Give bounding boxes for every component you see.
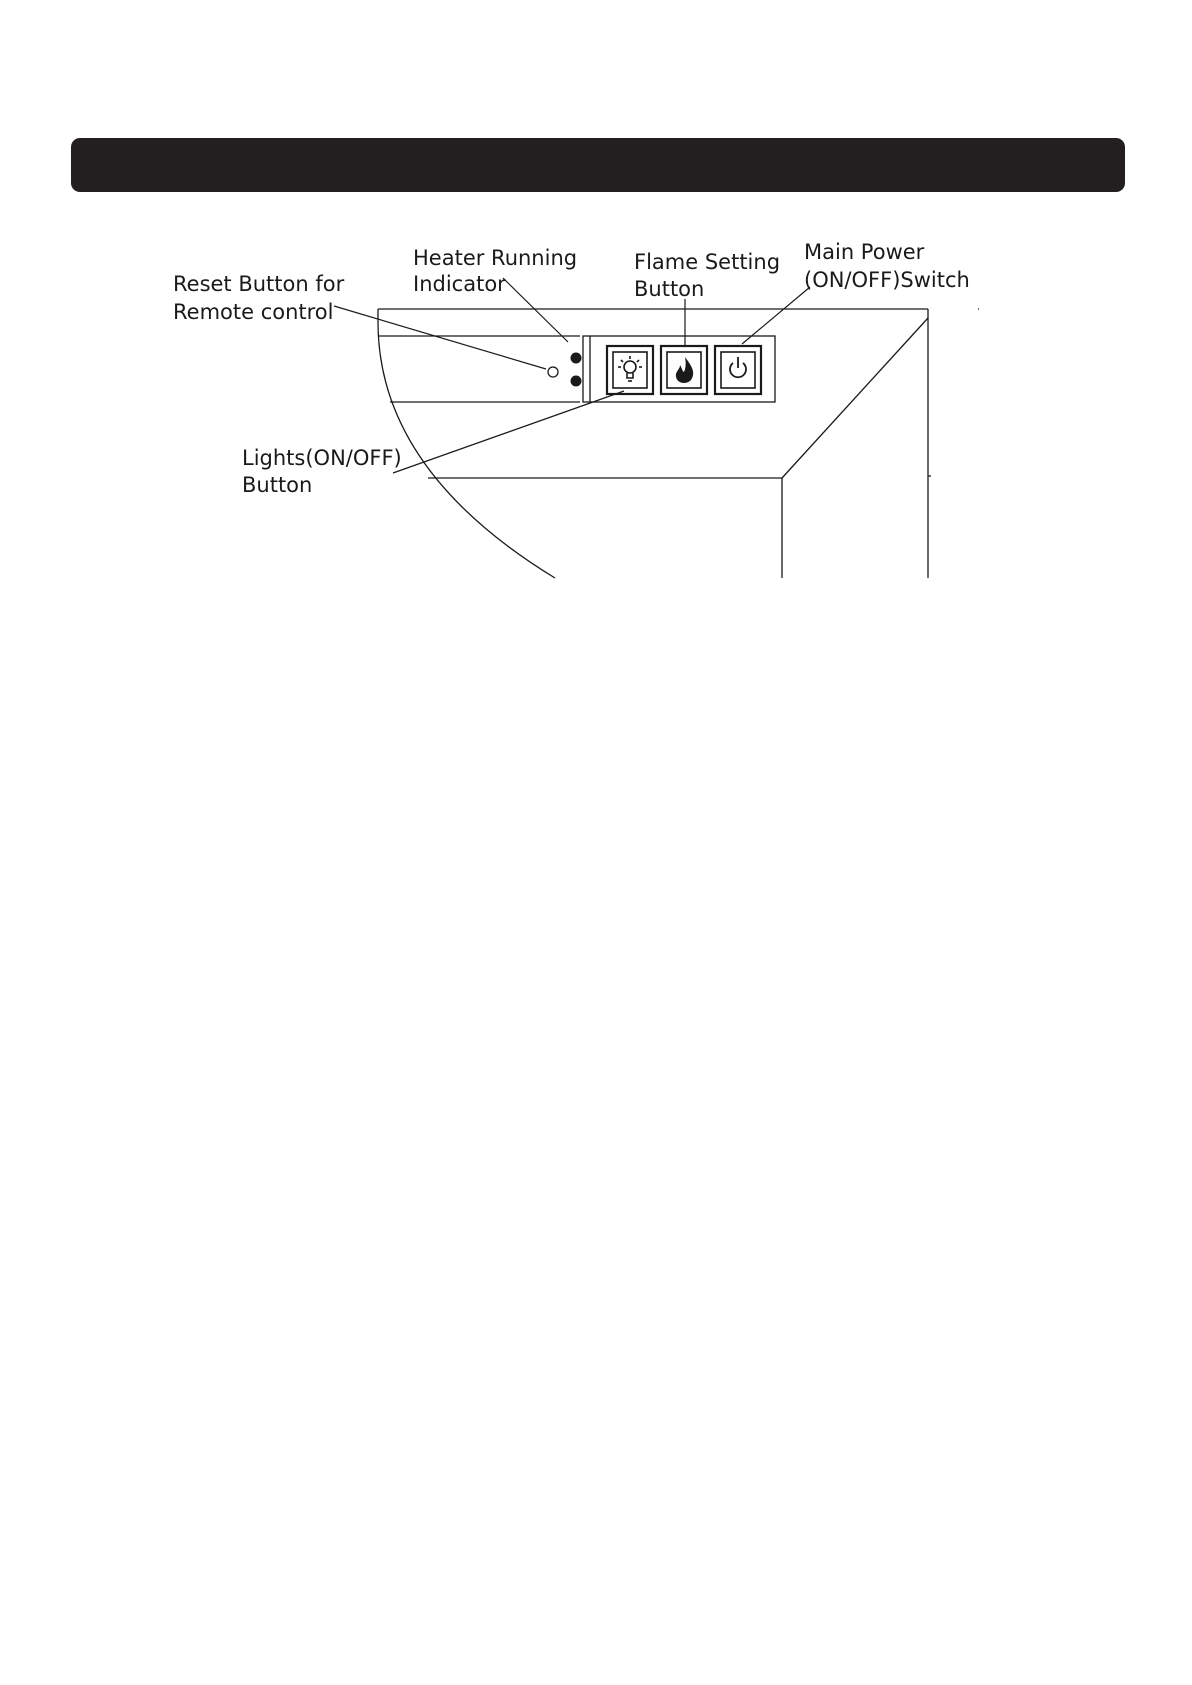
main-power-label-line1: Main Power bbox=[804, 240, 925, 264]
reset-button[interactable] bbox=[548, 367, 558, 377]
flame-setting-button[interactable] bbox=[661, 346, 707, 394]
heater-running-indicator-bottom bbox=[571, 376, 582, 387]
lights-label-line1: Lights(ON/OFF) bbox=[242, 446, 402, 470]
heater-indicator-label-line1: Heater Running bbox=[413, 246, 578, 270]
flame-setting-label-line2: Button bbox=[634, 277, 705, 301]
fireplace-control-panel-diagram bbox=[0, 0, 1192, 600]
heater-running-indicator-top bbox=[571, 353, 582, 364]
reset-label-line2: Remote control bbox=[173, 300, 334, 324]
lights-button[interactable] bbox=[607, 346, 653, 394]
main-power-label-line2: (ON/OFF)Switch bbox=[804, 268, 970, 292]
main-power-switch[interactable] bbox=[715, 346, 761, 394]
heater-indicator-label-line2: Indicator bbox=[413, 272, 506, 296]
lights-label-line2: Button bbox=[242, 473, 313, 497]
reset-label-line1: Reset Button for bbox=[173, 272, 345, 296]
flame-setting-label-line1: Flame Setting bbox=[634, 250, 781, 274]
